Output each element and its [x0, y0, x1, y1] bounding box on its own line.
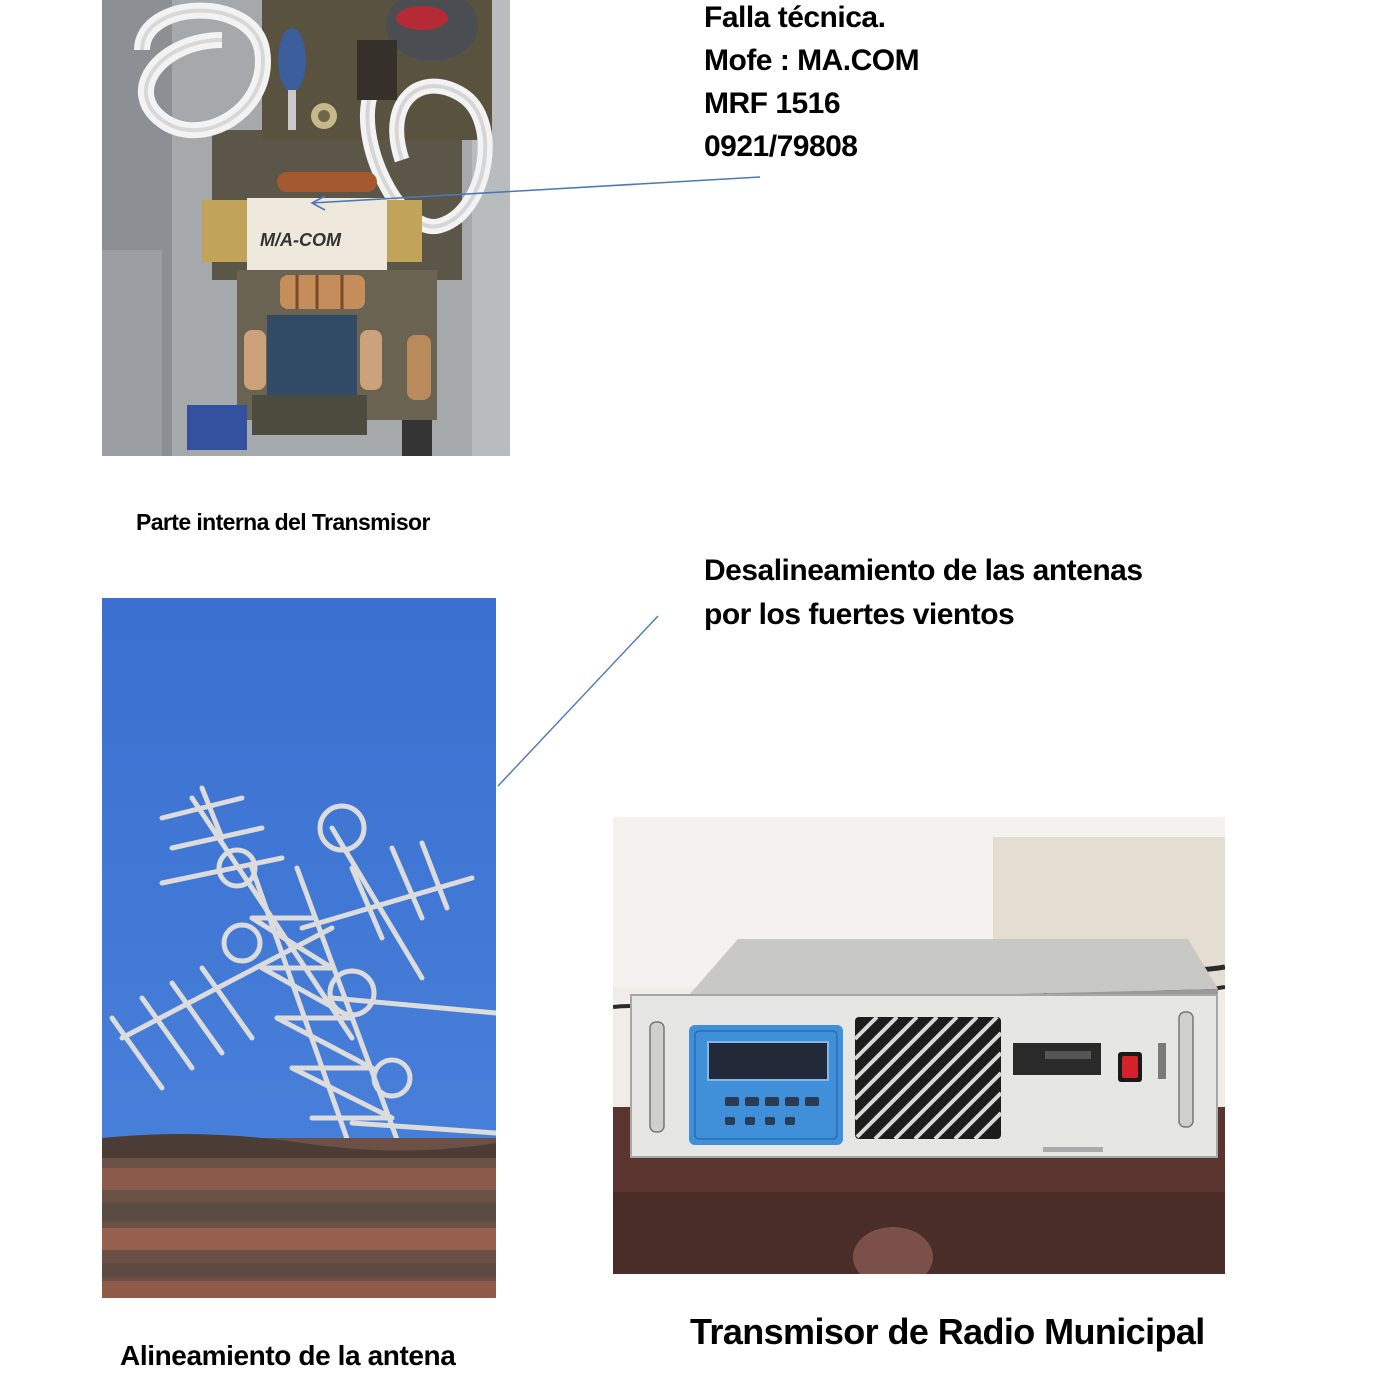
caption-parte-interna: Parte interna del Transmisor — [136, 509, 430, 535]
note-line-serial: 0921/79808 — [704, 130, 858, 163]
callout-line-antenna — [498, 616, 658, 786]
callout-line-transistor — [312, 177, 760, 203]
caption-transmisor-radio-municipal: Transmisor de Radio Municipal — [690, 1311, 1205, 1352]
macom-brand-label: M/A-COM — [260, 230, 341, 250]
note-line-model: MRF 1516 — [704, 87, 841, 120]
note-line-falla: Falla técnica. — [704, 1, 886, 34]
note-line-desalineamiento: Desalineamiento de las antenas — [704, 554, 1143, 587]
caption-alineamiento-antena: Alineamiento de la antena — [120, 1340, 456, 1371]
note-line-mofe: Mofe : MA.COM — [704, 44, 920, 77]
note-line-vientos: por los fuertes vientos — [704, 598, 1015, 631]
